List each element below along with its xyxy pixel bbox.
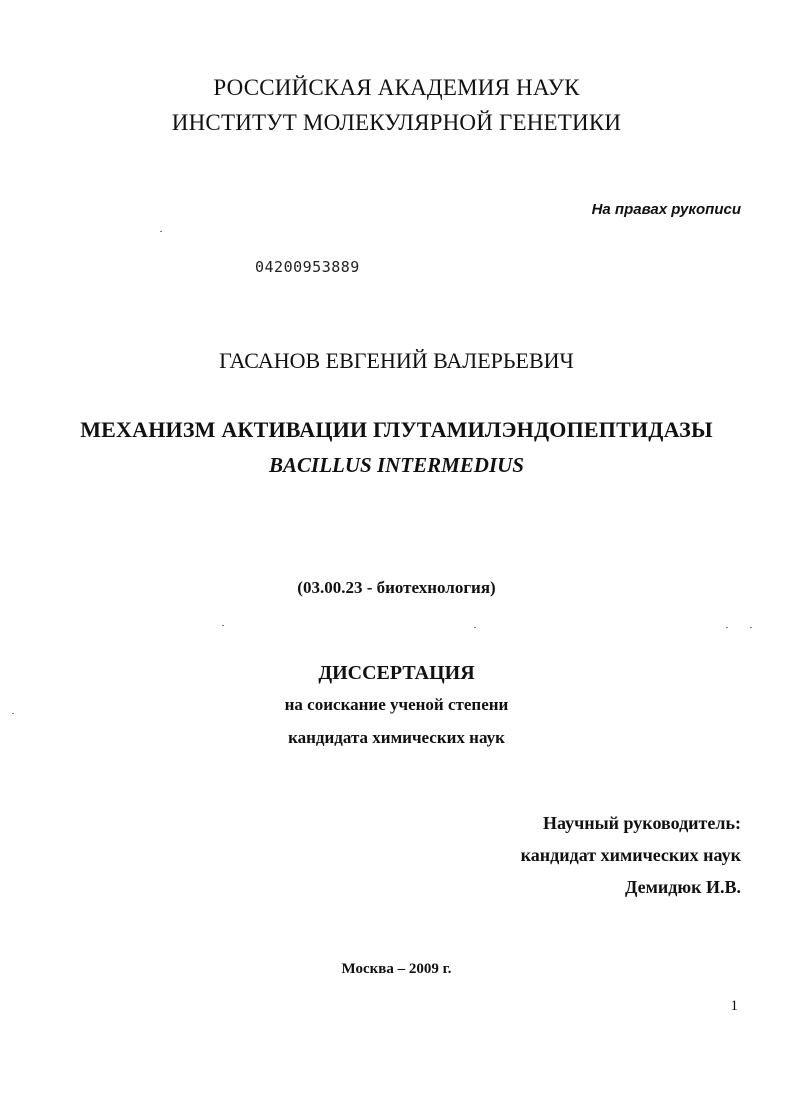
scan-speck (12, 713, 14, 714)
scan-speck (726, 627, 728, 628)
academy-name: РОССИЙСКАЯ АКАДЕМИЯ НАУК (213, 75, 580, 100)
scan-speck (474, 627, 476, 628)
scan-speck (750, 627, 752, 628)
supervisor-degree: кандидат химических наук (520, 845, 741, 865)
catalog-number: 04200953889 (255, 258, 360, 276)
scan-speck (222, 625, 224, 626)
institute-name: ИНСТИТУТ МОЛЕКУЛЯРНОЙ ГЕНЕТИКИ (171, 110, 622, 135)
place-and-year: Москва – 2009 г. (341, 961, 452, 977)
degree-line-1: на соискание ученой степени (284, 695, 509, 714)
scan-speck (160, 231, 162, 232)
manuscript-note: На правах рукописи (591, 201, 741, 218)
specialty-code: (03.00.23 - биотехнология) (297, 578, 496, 597)
dissertation-heading: ДИССЕРТАЦИЯ (318, 662, 475, 684)
supervisor-label: Научный руководитель: (543, 813, 741, 833)
dissertation-title-species: BACILLUS INTERMEDIUS (269, 453, 524, 477)
author-name: ГАСАНОВ ЕВГЕНИЙ ВАЛЕРЬЕВИЧ (219, 348, 574, 373)
dissertation-title: МЕХАНИЗМ АКТИВАЦИИ ГЛУТАМИЛЭНДОПЕПТИДАЗЫ (80, 417, 713, 442)
degree-line-2: кандидата химических наук (288, 728, 505, 747)
supervisor-name: Демидюк И.В. (625, 877, 741, 897)
page-number: 1 (730, 998, 738, 1014)
